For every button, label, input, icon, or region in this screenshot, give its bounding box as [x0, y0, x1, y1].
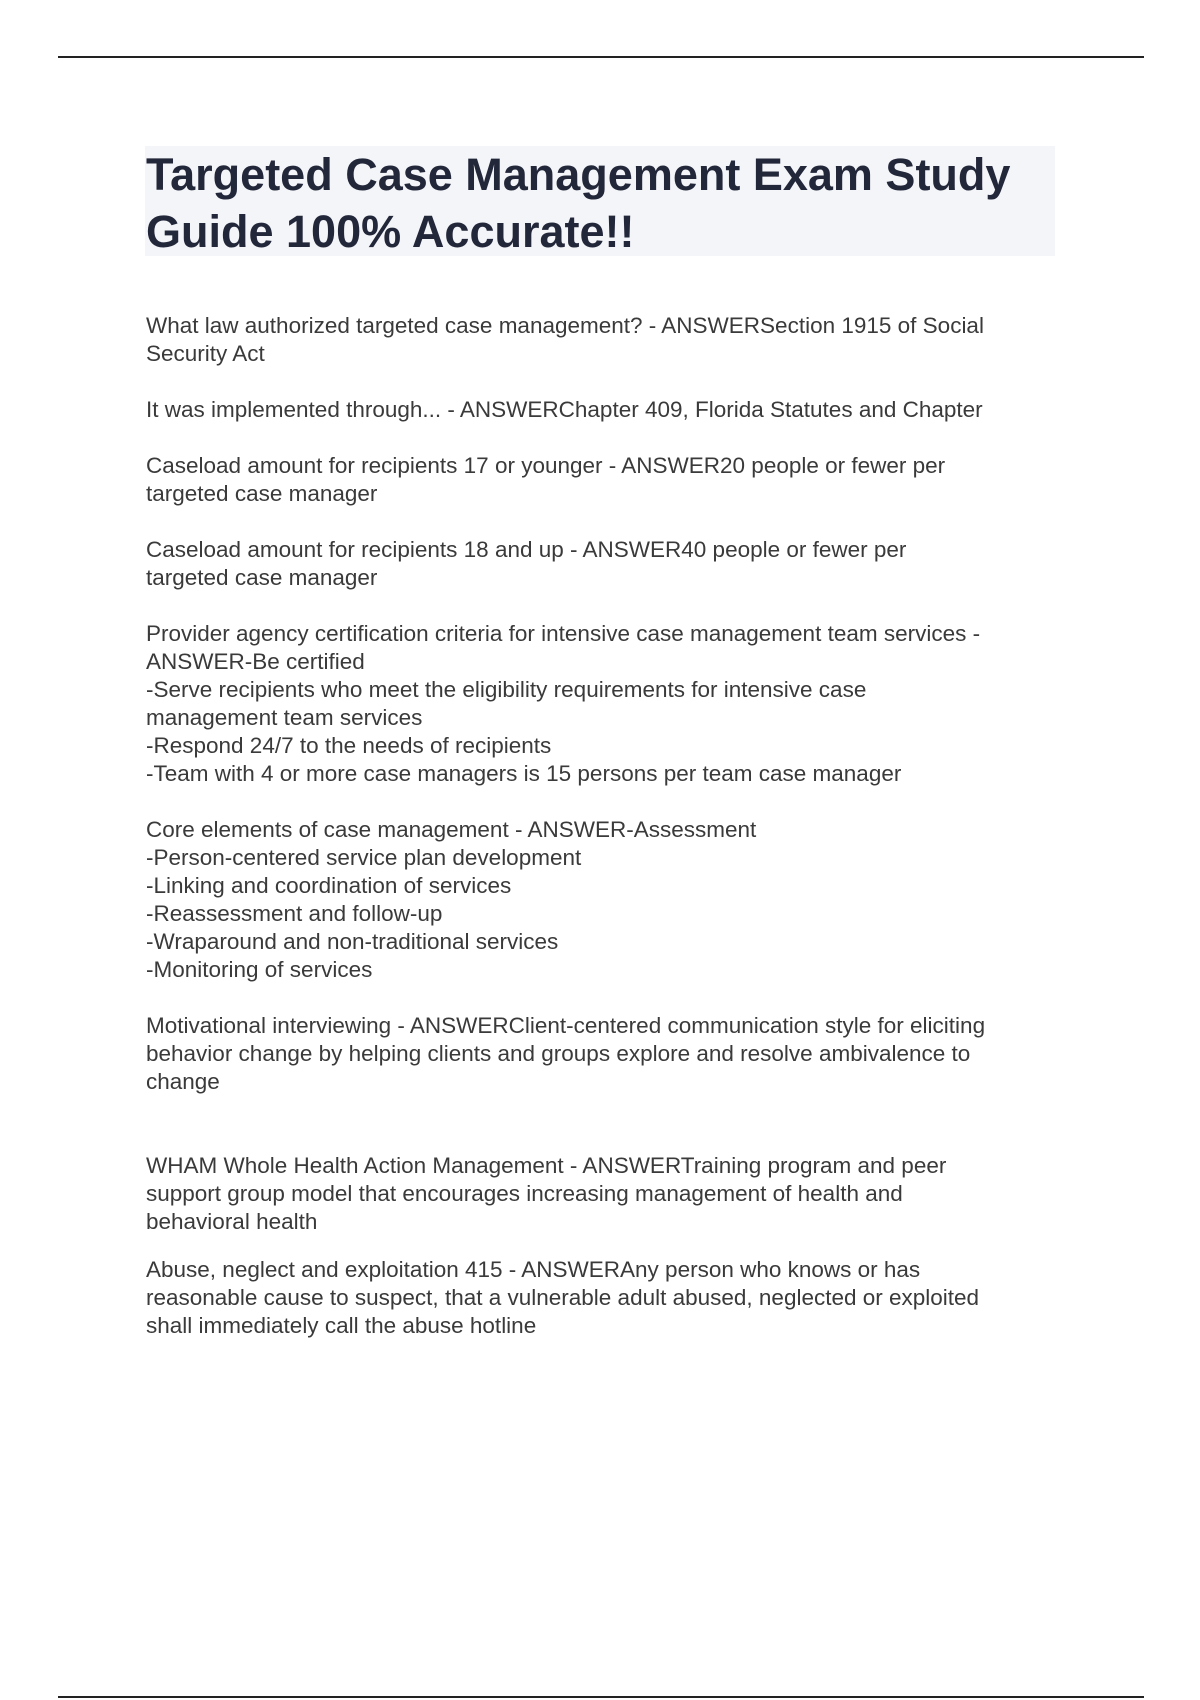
- qa-item: WHAM Whole Health Action Management - ANSWERTraining program and peer support group model that encourages increasing management of health and behavioral health: [146, 1153, 947, 1234]
- qa-item: Core elements of case management - ANSWER-Assessment -Person-centered service plan development -Linking and coordination of services -Reassessment and follow-up -Wraparound and non-traditional services -Monitoring of services: [146, 817, 757, 982]
- qa-item: Abuse, neglect and exploitation 415 - ANSWERAny person who knows or has reasonable cause to suspect, that a vulnerable adult abused, neglected or exploited shall immediately call the abuse hotline: [146, 1257, 980, 1338]
- top-divider: [58, 56, 1144, 58]
- qa-item: It was implemented through... - ANSWERChapter 409, Florida Statutes and Chapter: [146, 397, 983, 422]
- qa-item: What law authorized targeted case management? - ANSWERSection 1915 of Social Security Act: [146, 313, 984, 366]
- qa-item: Caseload amount for recipients 18 and up - ANSWER40 people or fewer per targeted case manager: [146, 537, 907, 590]
- study-guide-content: [146, 312, 1066, 1340]
- qa-item: Provider agency certification criteria for intensive case management team services - ANSWER-Be certified -Serve recipients who meet the eligibility requirements for intensive case management team services -Respond 24/7 to the needs of recipients -Team with 4 or more case managers is 15 persons per team case manager: [146, 621, 981, 786]
- qa-item: Caseload amount for recipients 17 or younger - ANSWER20 people or fewer per targeted case manager: [146, 453, 946, 506]
- page-title: Targeted Case Management Exam Study Guide 100% Accurate!!: [146, 149, 1011, 257]
- qa-item: Motivational interviewing - ANSWERClient-centered communication style for eliciting behavior change by helping clients and groups explore and resolve ambivalence to change: [146, 1013, 986, 1094]
- bottom-divider: [58, 1696, 1144, 1698]
